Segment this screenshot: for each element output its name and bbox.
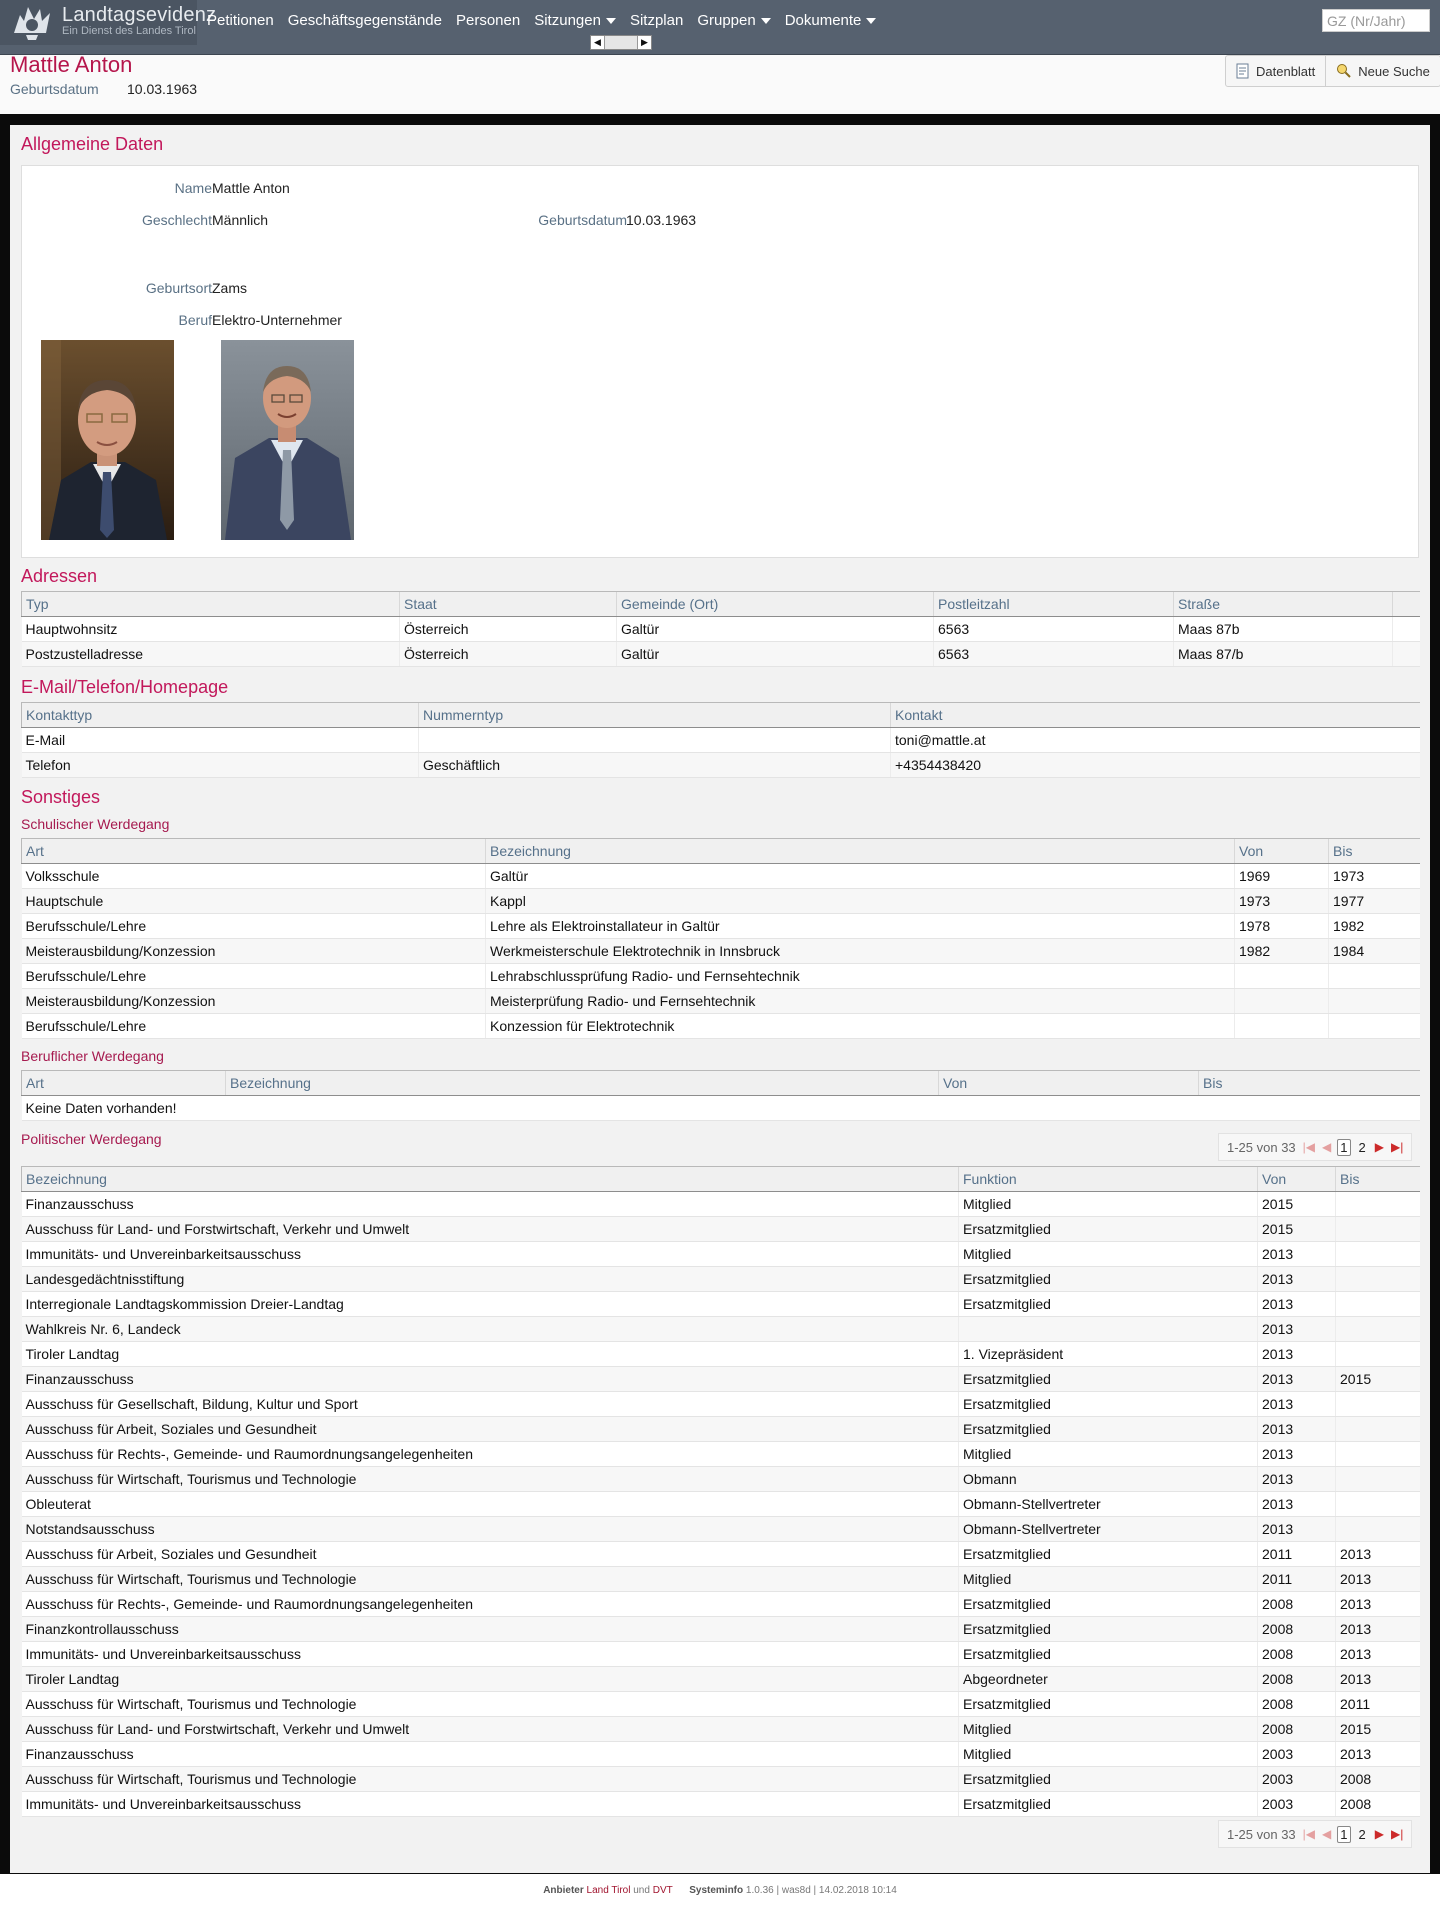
table-cell: 2013	[1336, 1592, 1420, 1617]
table-cell	[1336, 1517, 1420, 1542]
empty-message: Keine Daten vorhanden!	[22, 1096, 1420, 1121]
table-row	[22, 1492, 1420, 1517]
column-header[interactable]: Bezeichnung	[486, 839, 1235, 864]
table-row	[22, 1292, 1420, 1317]
table-cell: Kappl	[486, 889, 1235, 914]
nav-item-label: Gruppen	[697, 12, 756, 29]
table-row	[22, 1217, 1420, 1242]
table-cell: Ausschuss für Rechts-, Gemeinde- und Raumordnungsangelegenheiten	[22, 1442, 959, 1467]
table-row	[22, 1742, 1420, 1767]
table-cell: Tiroler Landtag	[22, 1667, 959, 1692]
sysinfo-label: Systeminfo	[689, 1885, 744, 1896]
table-cell-spacer	[1393, 617, 1420, 642]
table-cell: 2011	[1258, 1567, 1336, 1592]
job-label: Beruf	[178, 312, 212, 328]
table-cell: Hauptschule	[22, 889, 486, 914]
table-row	[22, 1792, 1420, 1817]
table-cell	[959, 1317, 1258, 1342]
sysinfo-value: 1.0.36 | was8d | 14.02.2018 10:14	[745, 1885, 897, 1896]
provider-link-dvt[interactable]: DVT	[652, 1885, 673, 1896]
table-cell: 2013	[1258, 1267, 1336, 1292]
table-cell: Obleuterat	[22, 1492, 959, 1517]
table-row	[22, 1367, 1420, 1392]
gender-label: Geschlecht	[141, 212, 212, 228]
pager-bottom	[1218, 1820, 1412, 1848]
table-cell	[1336, 1217, 1420, 1242]
table-cell: 2008	[1336, 1792, 1420, 1817]
table-cell: Ersatzmitglied	[959, 1792, 1258, 1817]
table-cell: Obmann	[959, 1467, 1258, 1492]
column-header[interactable]: Gemeinde (Ort)	[617, 592, 934, 617]
table-cell: 6563	[934, 642, 1174, 667]
portrait-photo-2	[221, 340, 354, 540]
table-cell: 2013	[1336, 1642, 1420, 1667]
table-cell: Galtür	[617, 642, 934, 667]
name-value: Mattle Anton	[212, 180, 290, 196]
table-cell: Ausschuss für Wirtschaft, Tourismus und Technologie	[22, 1467, 959, 1492]
table-row	[22, 889, 1420, 914]
column-header[interactable]: Funktion	[959, 1167, 1258, 1192]
pager-range: 1-25 von 33	[1227, 1139, 1296, 1155]
table-cell: Telefon	[22, 753, 419, 778]
nav-item-6[interactable]	[778, 0, 884, 45]
table-cell: Österreich	[400, 642, 617, 667]
table-cell: Ausschuss für Arbeit, Soziales und Gesundheit	[22, 1417, 959, 1442]
table-row	[22, 1096, 1420, 1121]
table-cell: Österreich	[400, 617, 617, 642]
table-cell: Ersatzmitglied	[959, 1417, 1258, 1442]
table-cell: 1969	[1235, 864, 1329, 889]
table-cell: Mitglied	[959, 1717, 1258, 1742]
table-cell[interactable]: toni@mattle.at	[891, 728, 1420, 753]
column-header-spacer	[1393, 592, 1420, 617]
table-cell	[1235, 1014, 1329, 1039]
table-cell: Ausschuss für Arbeit, Soziales und Gesundheit	[22, 1542, 959, 1567]
table-cell-spacer	[1393, 642, 1420, 667]
name-label: Name	[174, 180, 212, 196]
column-header[interactable]: Von	[1235, 839, 1329, 864]
table-cell: 2013	[1258, 1442, 1336, 1467]
app-logo[interactable]	[0, 0, 217, 45]
table-cell: 2008	[1258, 1692, 1336, 1717]
table-row	[22, 642, 1420, 667]
table-cell: 2011	[1336, 1692, 1420, 1717]
table-row	[22, 617, 1420, 642]
table-row	[22, 1392, 1420, 1417]
table-cell: 1982	[1235, 939, 1329, 964]
addresses-table	[21, 591, 1420, 667]
table-cell: Ersatzmitglied	[959, 1642, 1258, 1667]
table-cell: Obmann-Stellvertreter	[959, 1517, 1258, 1542]
section-title-misc: Sonstiges	[21, 787, 101, 807]
prev-page-icon[interactable]: ◀	[1322, 1140, 1332, 1154]
table-cell: Ersatzmitglied	[959, 1217, 1258, 1242]
table-row	[22, 1642, 1420, 1667]
scroll-left-icon[interactable]: ◀	[591, 36, 605, 49]
table-cell: 2003	[1258, 1767, 1336, 1792]
nav-item-5[interactable]	[690, 0, 777, 45]
person-header	[0, 55, 1440, 115]
table-cell: Mitglied	[959, 1742, 1258, 1767]
table-row	[22, 1542, 1420, 1567]
school-table	[21, 838, 1420, 1039]
main-nav	[200, 0, 883, 45]
table-cell: Ausschuss für Land- und Forstwirtschaft, Verkehr und Umwelt	[22, 1217, 959, 1242]
table-cell: Ausschuss für Wirtschaft, Tourismus und Technologie	[22, 1567, 959, 1592]
column-header[interactable]: Von	[939, 1071, 1199, 1096]
column-header[interactable]: Postleitzahl	[934, 592, 1174, 617]
caret-down-icon	[606, 18, 616, 24]
birthplace-value: Zams	[212, 280, 247, 296]
column-header[interactable]: Art	[22, 839, 486, 864]
table-cell	[1336, 1417, 1420, 1442]
table-cell	[419, 728, 891, 753]
table-cell	[1336, 1342, 1420, 1367]
table-cell	[1336, 1192, 1420, 1217]
table-cell: 1978	[1235, 914, 1329, 939]
table-cell: 2013	[1258, 1492, 1336, 1517]
career-table	[21, 1070, 1420, 1121]
table-cell: Volksschule	[22, 864, 486, 889]
column-header[interactable]: Bezeichnung	[226, 1071, 939, 1096]
table-row	[22, 1442, 1420, 1467]
table-cell: E-Mail	[22, 728, 419, 753]
table-cell: Maas 87/b	[1174, 642, 1393, 667]
table-cell: Galtür	[617, 617, 934, 642]
table-cell: Finanzkontrollausschuss	[22, 1617, 959, 1642]
table-cell	[1336, 1392, 1420, 1417]
table-cell: Meisterausbildung/Konzession	[22, 989, 486, 1014]
table-cell: Meisterprüfung Radio- und Fernsehtechnik	[486, 989, 1235, 1014]
table-cell: Ausschuss für Wirtschaft, Tourismus und Technologie	[22, 1692, 959, 1717]
table-row	[22, 1692, 1420, 1717]
table-cell: 2013	[1258, 1392, 1336, 1417]
table-cell: 2003	[1258, 1742, 1336, 1767]
table-cell: 2013	[1258, 1467, 1336, 1492]
pager-range: 1-25 von 33	[1227, 1826, 1296, 1842]
table-row	[22, 1317, 1420, 1342]
nav-item-label: Dokumente	[784, 12, 862, 29]
last-page-icon[interactable]: ▶|	[1390, 1140, 1404, 1154]
table-row	[22, 728, 1420, 753]
table-row	[22, 1242, 1420, 1267]
subtitle-political: Politischer Werdegang	[21, 1131, 162, 1147]
table-cell: Notstandsausschuss	[22, 1517, 959, 1542]
contacts-table	[21, 702, 1420, 778]
table-cell: 2013	[1258, 1517, 1336, 1542]
table-cell: 2008	[1258, 1617, 1336, 1642]
table-cell: 2013	[1258, 1317, 1336, 1342]
general-data-box	[21, 165, 1419, 558]
new-search-button[interactable]	[1326, 56, 1440, 86]
table-cell: 2008	[1336, 1767, 1420, 1792]
section-title-general: Allgemeine Daten	[21, 134, 164, 154]
eagle-logo-icon	[10, 3, 54, 41]
table-cell: Werkmeisterschule Elektrotechnik in Innsbruck	[486, 939, 1235, 964]
table-cell: Mitglied	[959, 1567, 1258, 1592]
nav-item-label: Personen	[456, 12, 521, 29]
table-row	[22, 989, 1420, 1014]
table-cell: Ersatzmitglied	[959, 1592, 1258, 1617]
table-cell	[1336, 1317, 1420, 1342]
table-cell: 2013	[1336, 1617, 1420, 1642]
table-cell	[1329, 964, 1420, 989]
gz-search-input[interactable]	[1322, 9, 1430, 32]
table-cell: 2015	[1336, 1717, 1420, 1742]
table-cell: 2013	[1258, 1367, 1336, 1392]
table-row	[22, 1567, 1420, 1592]
table-cell	[1235, 964, 1329, 989]
table-cell: Tiroler Landtag	[22, 1342, 959, 1367]
column-header[interactable]: Bis	[1199, 1071, 1420, 1096]
table-cell: 2008	[1258, 1717, 1336, 1742]
section-title-contacts: E-Mail/Telefon/Homepage	[21, 677, 229, 697]
table-cell: Galtür	[486, 864, 1235, 889]
datenblatt-label: Datenblatt	[1256, 63, 1316, 79]
table-cell: Hauptwohnsitz	[22, 617, 400, 642]
table-cell: Ausschuss für Gesellschaft, Bildung, Kultur und Sport	[22, 1392, 959, 1417]
political-table	[21, 1166, 1420, 1817]
table-cell: Ausschuss für Rechts-, Gemeinde- und Raumordnungsangelegenheiten	[22, 1592, 959, 1617]
table-cell	[1336, 1467, 1420, 1492]
column-header[interactable]: Nummerntyp	[419, 703, 891, 728]
column-header[interactable]: Straße	[1174, 592, 1393, 617]
table-cell: 2008	[1258, 1667, 1336, 1692]
table-cell: 2013	[1258, 1342, 1336, 1367]
table-cell[interactable]: +4354438420	[891, 753, 1420, 778]
subtitle-school: Schulischer Werdegang	[21, 816, 170, 832]
general-birthdate-value: 10.03.1963	[626, 212, 697, 228]
gender-value: Männlich	[212, 212, 269, 228]
column-header[interactable]: Von	[1258, 1167, 1336, 1192]
table-cell: Immunitäts- und Unvereinbarkeitsausschuss	[22, 1792, 959, 1817]
column-header[interactable]: Bis	[1336, 1167, 1420, 1192]
provider-label: Anbieter	[543, 1885, 584, 1896]
table-cell: Lehrabschlussprüfung Radio- und Fernsehtechnik	[486, 964, 1235, 989]
search-icon	[1336, 63, 1352, 79]
table-cell: Berufsschule/Lehre	[22, 1014, 486, 1039]
nav-item-0[interactable]	[200, 0, 281, 45]
table-cell: Ersatzmitglied	[959, 1292, 1258, 1317]
table-cell: Berufsschule/Lehre	[22, 914, 486, 939]
table-cell: Ersatzmitglied	[959, 1617, 1258, 1642]
table-cell: Mitglied	[959, 1192, 1258, 1217]
table-cell: Meisterausbildung/Konzession	[22, 939, 486, 964]
table-cell: Landesgedächtnisstiftung	[22, 1267, 959, 1292]
table-cell: Immunitäts- und Unvereinbarkeitsausschuss	[22, 1242, 959, 1267]
nav-item-label: Petitionen	[207, 12, 274, 29]
table-cell: Ersatzmitglied	[959, 1692, 1258, 1717]
table-cell: Mitglied	[959, 1442, 1258, 1467]
table-cell	[1235, 989, 1329, 1014]
table-row	[22, 1517, 1420, 1542]
nav-item-label: Sitzplan	[629, 12, 684, 29]
table-cell: Postzustelladresse	[22, 642, 400, 667]
table-cell	[1336, 1442, 1420, 1467]
table-cell: 2011	[1258, 1542, 1336, 1567]
table-cell	[1336, 1267, 1420, 1292]
table-row	[22, 1192, 1420, 1217]
table-row	[22, 939, 1420, 964]
table-row	[22, 864, 1420, 889]
first-page-icon[interactable]: |◀	[1302, 1140, 1316, 1154]
table-row	[22, 1417, 1420, 1442]
table-cell: 2008	[1258, 1642, 1336, 1667]
header-toolbar	[1225, 55, 1440, 87]
table-cell: 1977	[1329, 889, 1420, 914]
table-cell	[1336, 1292, 1420, 1317]
table-cell: 2013	[1336, 1567, 1420, 1592]
table-cell: Finanzausschuss	[22, 1367, 959, 1392]
table-row	[22, 1267, 1420, 1292]
table-cell: Obmann-Stellvertreter	[959, 1492, 1258, 1517]
table-cell: 2003	[1258, 1792, 1336, 1817]
first-page-icon[interactable]: |◀	[1302, 1827, 1316, 1841]
table-row	[22, 1592, 1420, 1617]
table-cell: Ersatzmitglied	[959, 1267, 1258, 1292]
table-row	[22, 1767, 1420, 1792]
table-cell: Finanzausschuss	[22, 1192, 959, 1217]
caret-down-icon	[866, 18, 876, 24]
next-page-icon[interactable]: ▶	[1374, 1827, 1384, 1841]
app-subtitle: Ein Dienst des Landes Tirol	[62, 25, 196, 37]
column-header[interactable]: Bezeichnung	[22, 1167, 959, 1192]
subtitle-career: Beruflicher Werdegang	[21, 1048, 164, 1064]
column-header[interactable]: Typ	[22, 592, 400, 617]
provider-link-land-tirol[interactable]: Land Tirol	[586, 1885, 631, 1896]
table-cell: Berufsschule/Lehre	[22, 964, 486, 989]
page-1-button[interactable]: 1	[1337, 1139, 1350, 1156]
table-row	[22, 1667, 1420, 1692]
nav-scroller[interactable]	[590, 35, 652, 50]
table-cell: 2015	[1258, 1192, 1336, 1217]
section-title-addresses: Adressen	[21, 566, 98, 586]
table-row	[22, 1342, 1420, 1367]
table-cell: 2013	[1258, 1417, 1336, 1442]
column-header[interactable]: Kontakt	[891, 703, 1420, 728]
table-cell: 2008	[1258, 1592, 1336, 1617]
table-cell: 2013	[1336, 1667, 1420, 1692]
table-cell: 1973	[1329, 864, 1420, 889]
last-page-icon[interactable]: ▶|	[1390, 1827, 1404, 1841]
table-row	[22, 1014, 1420, 1039]
footer	[0, 1885, 1440, 1896]
portrait-photo-1	[41, 340, 174, 540]
table-cell: Finanzausschuss	[22, 1742, 959, 1767]
table-cell	[1329, 989, 1420, 1014]
table-cell: Wahlkreis Nr. 6, Landeck	[22, 1317, 959, 1342]
scroll-right-icon[interactable]: ▶	[637, 36, 651, 49]
nav-item-label: Sitzungen	[534, 12, 601, 29]
document-icon	[1236, 63, 1250, 79]
table-cell: Immunitäts- und Unvereinbarkeitsausschuss	[22, 1642, 959, 1667]
table-cell: 1982	[1329, 914, 1420, 939]
birthplace-label: Geburtsort	[145, 280, 212, 296]
table-cell: 6563	[934, 617, 1174, 642]
table-cell: 1. Vizepräsident	[959, 1342, 1258, 1367]
datenblatt-button[interactable]	[1226, 56, 1326, 86]
table-cell: 1973	[1235, 889, 1329, 914]
page-1-button[interactable]: 1	[1337, 1826, 1350, 1843]
table-cell: 2013	[1258, 1292, 1336, 1317]
new-search-label: Neue Suche	[1358, 63, 1430, 79]
caret-down-icon	[761, 18, 771, 24]
table-row	[22, 1467, 1420, 1492]
page-title: Mattle Anton	[10, 52, 133, 77]
column-header[interactable]: Kontakttyp	[22, 703, 419, 728]
next-page-icon[interactable]: ▶	[1374, 1140, 1384, 1154]
table-cell: Abgeordneter	[959, 1667, 1258, 1692]
general-birthdate-label: Geburtsdatum	[538, 212, 627, 228]
table-cell: Ersatzmitglied	[959, 1367, 1258, 1392]
table-cell: 2013	[1336, 1742, 1420, 1767]
table-cell: Interregionale Landtagskommission Dreier-Landtag	[22, 1292, 959, 1317]
pager-top	[1218, 1133, 1412, 1161]
nav-item-1[interactable]	[281, 0, 449, 45]
table-row	[22, 914, 1420, 939]
table-cell: Konzession für Elektrotechnik	[486, 1014, 1235, 1039]
table-cell: Maas 87b	[1174, 617, 1393, 642]
table-cell: 2013	[1258, 1242, 1336, 1267]
table-cell	[1336, 1492, 1420, 1517]
birthdate-label: Geburtsdatum	[10, 81, 99, 97]
table-row	[22, 1617, 1420, 1642]
table-cell: 2013	[1336, 1542, 1420, 1567]
table-row	[22, 964, 1420, 989]
prev-page-icon[interactable]: ◀	[1322, 1827, 1332, 1841]
table-cell: 2015	[1258, 1217, 1336, 1242]
table-cell: Ersatzmitglied	[959, 1767, 1258, 1792]
table-row	[22, 753, 1420, 778]
column-header[interactable]: Bis	[1329, 839, 1420, 864]
table-cell	[1336, 1242, 1420, 1267]
app-title: Landtagsevidenz	[62, 4, 217, 26]
table-cell: 1984	[1329, 939, 1420, 964]
table-cell: Mitglied	[959, 1242, 1258, 1267]
provider-and: und	[633, 1885, 650, 1896]
table-cell	[1329, 1014, 1420, 1039]
top-navbar	[0, 0, 1440, 55]
page-2-button[interactable]: 2	[1358, 1139, 1366, 1155]
table-cell: Ersatzmitglied	[959, 1392, 1258, 1417]
column-header[interactable]: Staat	[400, 592, 617, 617]
nav-item-label: Geschäftsgegenstände	[287, 12, 442, 29]
birthdate-value: 10.03.1963	[127, 81, 198, 97]
table-cell: 2015	[1336, 1367, 1420, 1392]
page-2-button[interactable]: 2	[1358, 1826, 1366, 1842]
table-row	[22, 1717, 1420, 1742]
column-header[interactable]: Art	[22, 1071, 226, 1096]
table-cell: Ausschuss für Wirtschaft, Tourismus und Technologie	[22, 1767, 959, 1792]
table-cell: Geschäftlich	[419, 753, 891, 778]
table-cell: Ausschuss für Land- und Forstwirtschaft, Verkehr und Umwelt	[22, 1717, 959, 1742]
job-value: Elektro-Unternehmer	[212, 312, 342, 328]
table-cell: Lehre als Elektroinstallateur in Galtür	[486, 914, 1235, 939]
table-cell: Ersatzmitglied	[959, 1542, 1258, 1567]
nav-item-2[interactable]	[449, 0, 527, 45]
